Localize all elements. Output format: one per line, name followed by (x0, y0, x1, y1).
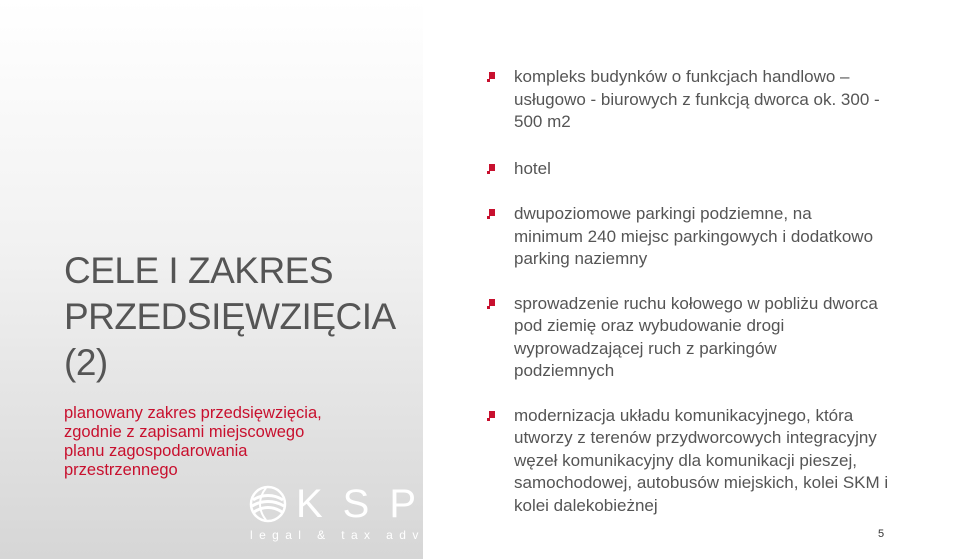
list-item (484, 66, 956, 134)
square-bullet-icon (487, 72, 497, 82)
subtitle-line: planowany zakres przedsięwzięcia, (64, 404, 322, 422)
ksp-logo (248, 482, 460, 554)
subtitle-line: zgodnie z zapisami miejscowego (64, 423, 305, 441)
slide-title (64, 248, 414, 386)
bullet-line: samochodowej, autobusów miejskich, kolei SKM i (514, 473, 889, 492)
title-line: (2) (64, 342, 108, 383)
bullet-line: modernizacja układu komunikacyjnego, która (514, 405, 854, 425)
bullet-line: podziemnych (514, 361, 615, 380)
square-bullet-icon (487, 299, 497, 309)
bullet-line: dwupoziomowe parkingi podziemne, na (514, 204, 812, 223)
list-item (484, 158, 956, 181)
left-panel (0, 0, 460, 559)
list-item (484, 203, 956, 271)
bullet-list (484, 66, 956, 517)
bullet-line: utworzy z terenów przydworcowych integracyjny (514, 428, 877, 447)
bullet-line: parking naziemny (514, 249, 648, 268)
square-bullet-icon (487, 209, 497, 219)
list-item (484, 293, 956, 383)
bullet-line: węzeł komunikacyjny dla komunikacji pieszej, (514, 450, 857, 470)
subtitle-line: przestrzennego (64, 461, 178, 479)
bullet-line: minimum 240 miejsc parkingowych i dodatkowo (514, 226, 874, 246)
list-item (484, 405, 956, 518)
title-line: PRZEDSIĘWZIĘCIA (64, 296, 396, 337)
bullet-line: sprowadzenie ruchu kołowego w pobliżu dworca (514, 293, 878, 313)
square-bullet-icon (487, 164, 497, 174)
bullet-line: kompleks budynków o funkcjach handlowo – (514, 67, 850, 86)
slide-subtitle (64, 404, 404, 480)
square-bullet-icon (487, 411, 497, 421)
title-line: CELE I ZAKRES (64, 250, 334, 291)
bullet-line: wyprowadzającej ruch z parkingów (514, 338, 777, 358)
bullet-line: pod ziemię oraz wybudowanie drogi (514, 316, 785, 335)
subtitle-line: planu zagospodarowania (64, 442, 248, 460)
logo-tagline: legal & tax advice (250, 528, 460, 542)
bullet-line: 500 m2 (514, 112, 571, 131)
bullet-line: hotel (514, 158, 551, 178)
bullet-line: usługowo - biurowych z funkcją dworca ok. 300 - (514, 89, 880, 109)
bullet-line: kolei dalekobieżnej (514, 495, 658, 515)
page-number: 5 (878, 528, 885, 540)
logo-letters: KSP (296, 482, 437, 526)
ksp-globe-logo-icon (248, 484, 288, 524)
